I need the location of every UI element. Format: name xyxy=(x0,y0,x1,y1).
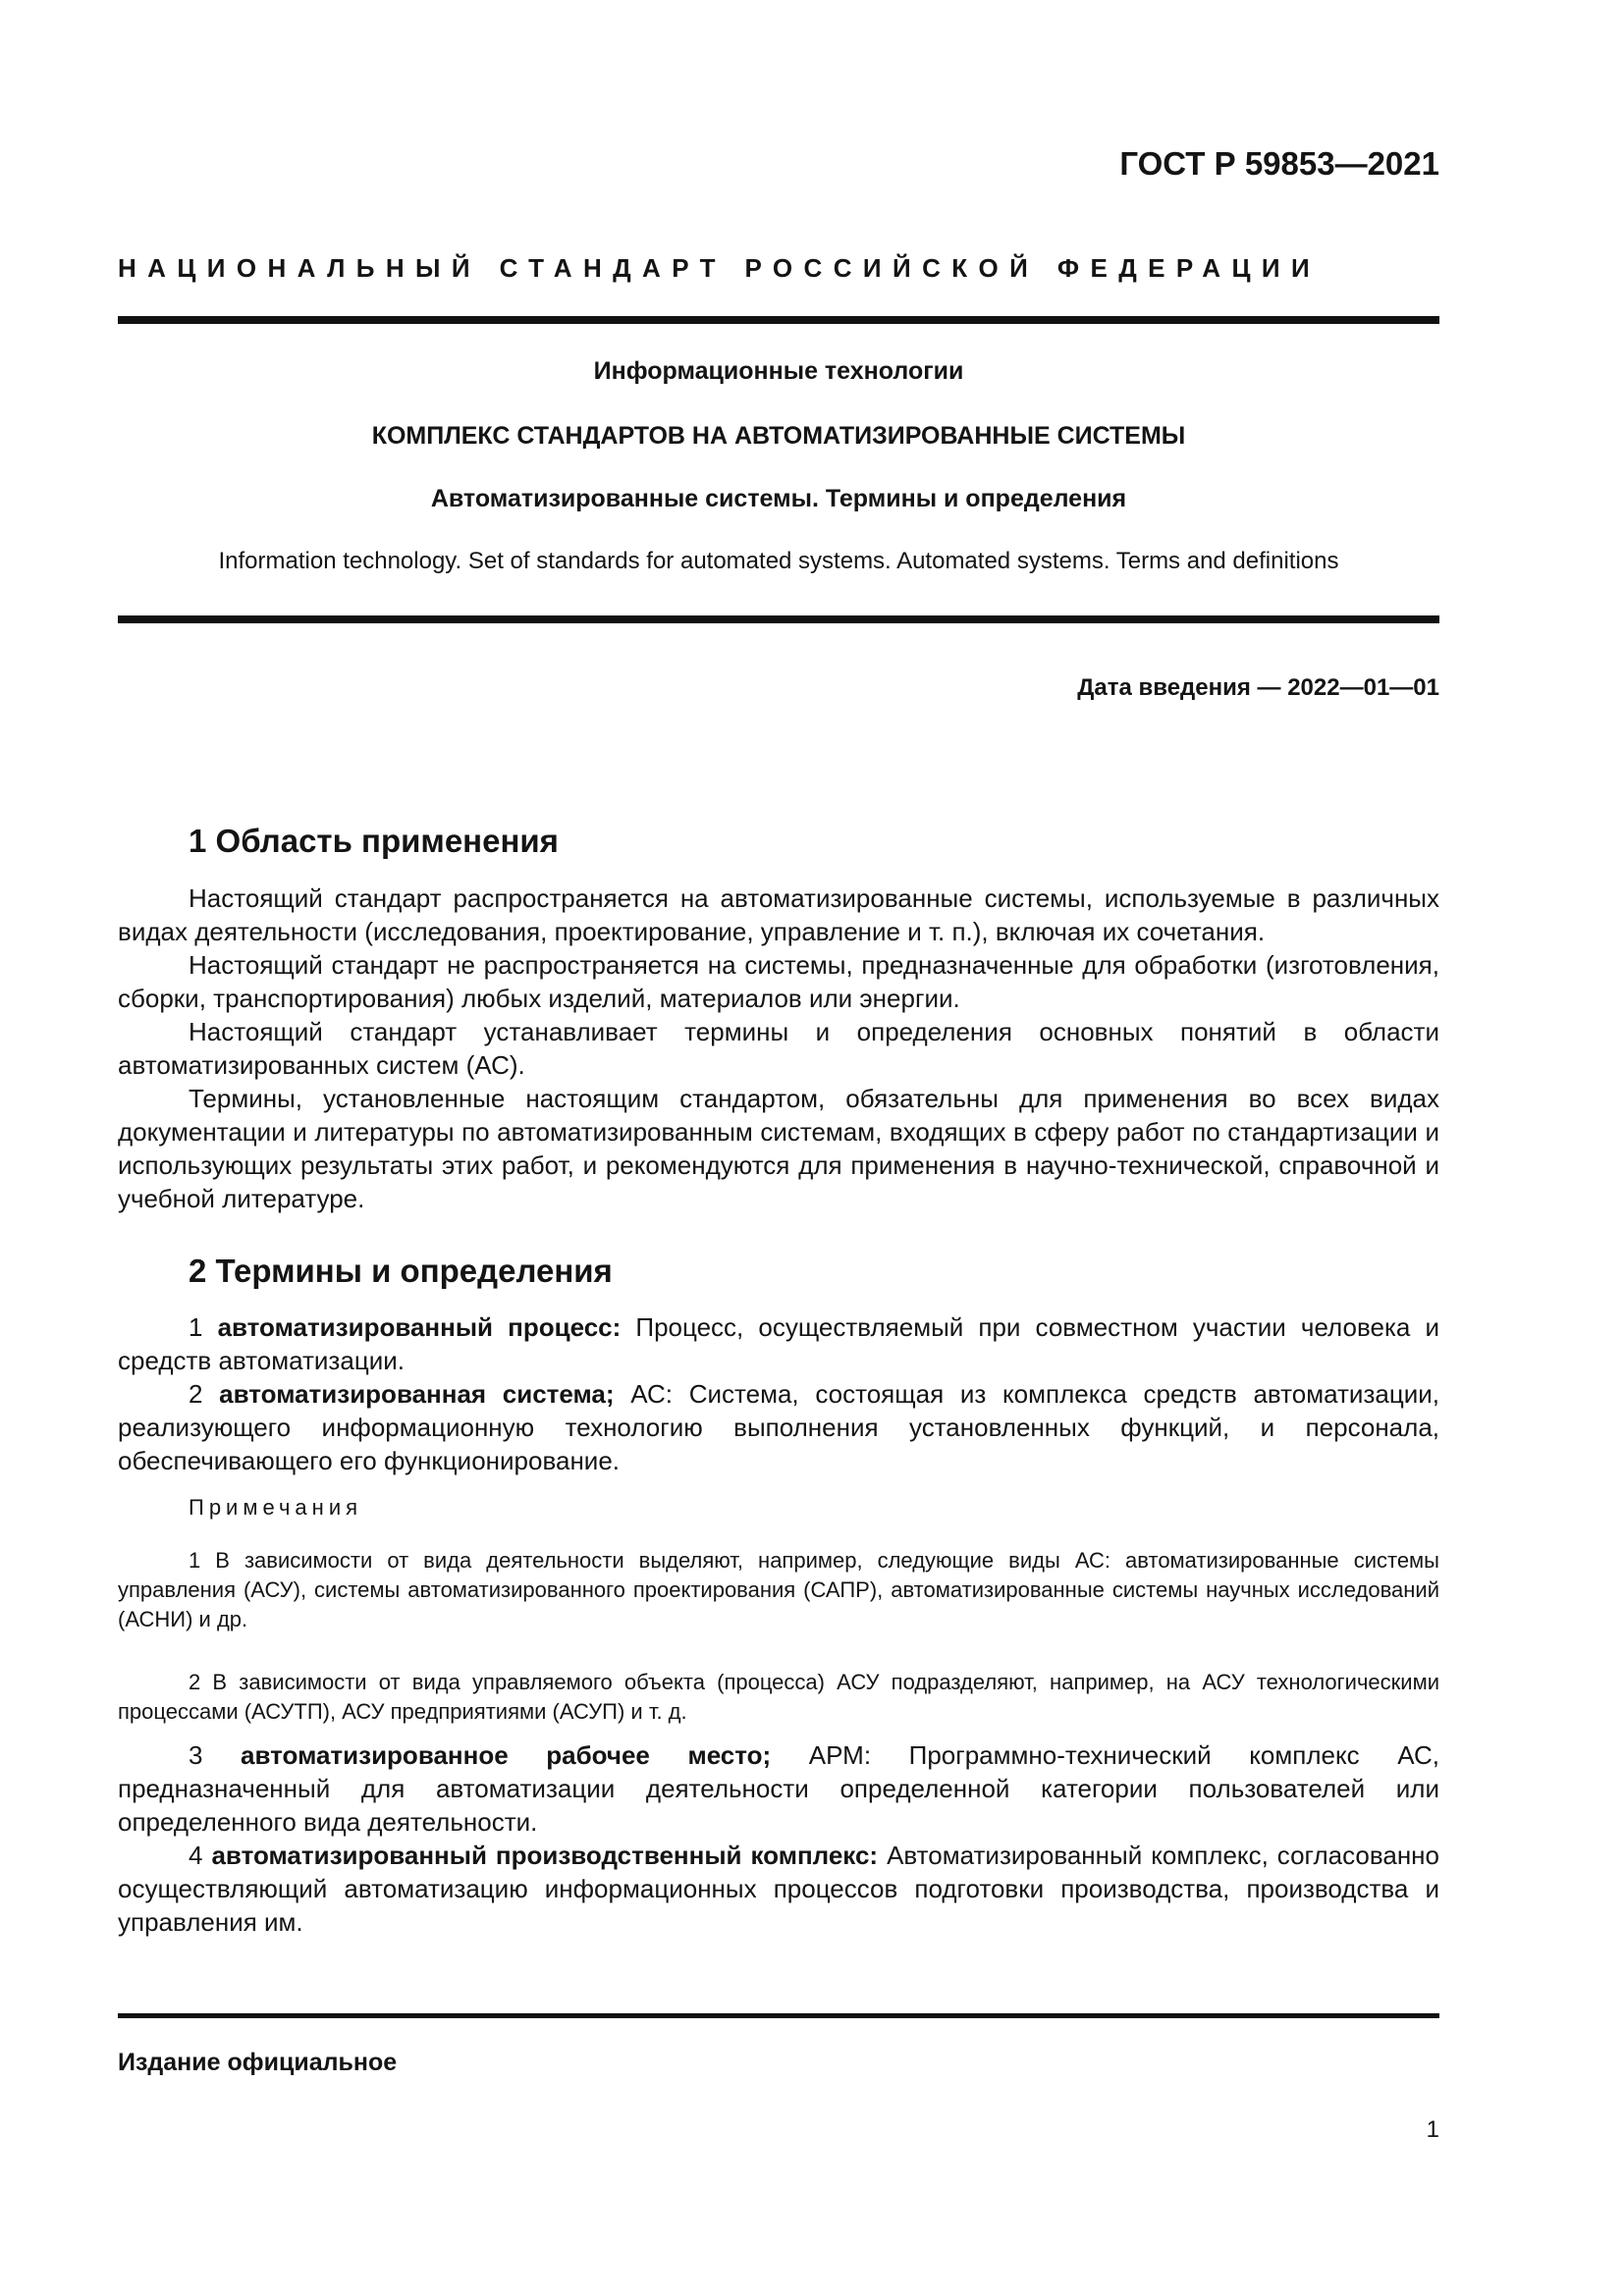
footer-rule xyxy=(118,2013,1439,2018)
section-2-body xyxy=(118,1310,1439,1939)
term-definition: Автоматизированный комплекс, согласованно осуществляющий автоматизацию информационных процессов подготовки производства, производства и управления им. xyxy=(118,1841,1440,1937)
section-1-body xyxy=(118,881,1439,1215)
term-definition: АС: Система, состоящая из комплекса средств автоматизации, реализующего информационную технологию выполнения установленных функций, и персонала, обеспечивающего его функционирование. xyxy=(118,1379,1439,1475)
term-definition: Процесс, осуществляемый при совместном участии человека и средств автоматизации. xyxy=(118,1312,1439,1375)
notes-heading: Примечания xyxy=(189,1495,363,1520)
title-category: Информационные технологии xyxy=(593,357,964,385)
section-1-heading: 1 Область применения xyxy=(189,823,559,859)
term-number: 4 xyxy=(189,1841,203,1870)
term-name: автоматизированное рабочее место; xyxy=(241,1740,772,1770)
top-rule xyxy=(118,316,1439,324)
term-name: автоматизированный производственный комплекс: xyxy=(211,1841,879,1870)
term-number: 1 xyxy=(189,1312,203,1342)
title-complex: КОМПЛЕКС СТАНДАРТОВ НА АВТОМАТИЗИРОВАННЫЕ СИСТЕМЫ xyxy=(371,422,1186,450)
term-name: автоматизированная система; xyxy=(219,1379,615,1409)
term-entry xyxy=(118,1377,1439,1477)
term-number: 3 xyxy=(189,1740,203,1770)
term-name: автоматизированный процесс: xyxy=(217,1312,622,1342)
title-english: Information technology. Set of standards for automated systems. Automated systems. Terms and definitions xyxy=(218,548,1339,574)
title-bottom-rule xyxy=(118,615,1439,623)
section-2-heading: 2 Термины и определения xyxy=(189,1253,613,1289)
term-definition: АРМ: Программно-технический комплекс АС, предназначенный для автоматизации деятельности определенной категории пользователей или определенного вида деятельности. xyxy=(118,1740,1439,1837)
term-entry xyxy=(118,1738,1439,1839)
document-code: ГОСТ Р 59853—2021 xyxy=(1119,145,1439,182)
note: 2 В зависимости от вида управляемого объекта (процесса) АСУ подразделяют, например, на АСУ технологическими процессами (АСУТП), АСУ предприятиями (АСУП) и т. д. xyxy=(118,1670,1439,1724)
document-page xyxy=(118,0,1439,2296)
paragraph: Настоящий стандарт распространяется на автоматизированные системы, используемые в различных видах деятельности (исследования, проектирование, управление и т. п.), включая их сочетания. xyxy=(118,883,1439,946)
paragraph: Термины, установленные настоящим стандартом, обязательны для применения во всех видах документации и литературы по автоматизированным системам, входящих в сферу работ по стандартизации и использующих результаты этих работ, и рекомендуются для применения в научно-технической, справочной и учебной литературе. xyxy=(118,1084,1439,1213)
term-entry xyxy=(118,1310,1439,1377)
standard-banner: НАЦИОНАЛЬНЫЙ СТАНДАРТ РОССИЙСКОЙ ФЕДЕРАЦИИ xyxy=(118,253,1322,283)
title-subject: Автоматизированные системы. Термины и определения xyxy=(430,485,1127,512)
page-number: 1 xyxy=(1426,2116,1439,2143)
paragraph: Настоящий стандарт устанавливает термины и определения основных понятий в области автоматизированных систем (АС). xyxy=(118,1017,1439,1080)
official-edition-label: Издание официальное xyxy=(118,2049,398,2076)
term-number: 2 xyxy=(189,1379,203,1409)
term-entry xyxy=(118,1839,1439,1939)
introduction-date: Дата введения — 2022—01—01 xyxy=(1077,674,1439,701)
note: 1 В зависимости от вида деятельности выделяют, например, следующие виды АС: автоматизированные системы управления (АСУ), системы автоматизированного проектирования (САПР), автоматизированные системы научных исследований (АСНИ) и др. xyxy=(118,1548,1439,1631)
paragraph: Настоящий стандарт не распространяется на системы, предназначенные для обработки (изготовления, сборки, транспортирования) любых изделий, материалов или энергии. xyxy=(118,950,1439,1013)
